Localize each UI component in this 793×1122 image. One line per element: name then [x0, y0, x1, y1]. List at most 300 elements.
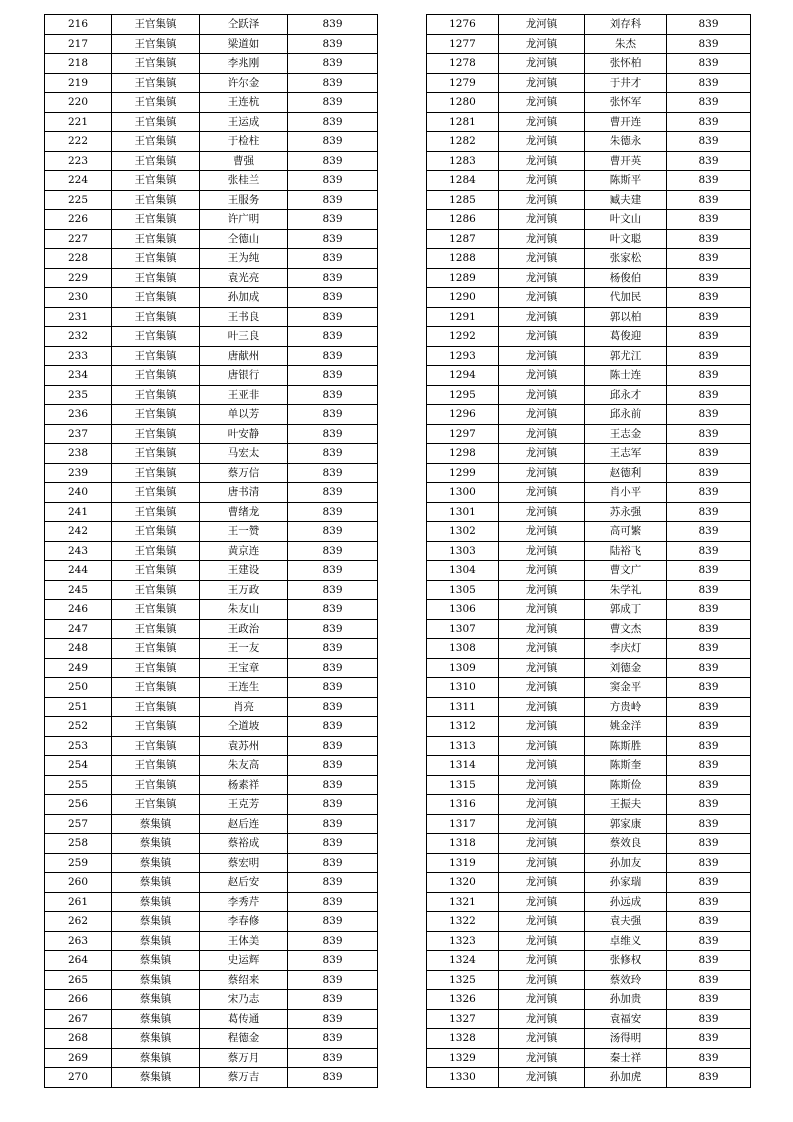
amount-cell: 839 — [667, 814, 751, 834]
row-number-cell: 261 — [45, 892, 112, 912]
person-name-cell: 郭家康 — [585, 814, 667, 834]
amount-cell: 839 — [667, 1029, 751, 1049]
table-row — [427, 502, 751, 522]
row-number-cell: 1283 — [427, 151, 499, 171]
row-number-cell: 1313 — [427, 736, 499, 756]
table-row — [45, 912, 378, 932]
row-number-cell: 225 — [45, 190, 112, 210]
table-row — [427, 171, 751, 191]
row-number-cell: 1300 — [427, 483, 499, 503]
table-row — [45, 54, 378, 74]
town-name-cell: 王官集镇 — [112, 268, 200, 288]
amount-cell: 839 — [667, 541, 751, 561]
row-number-cell: 1293 — [427, 346, 499, 366]
row-number-cell: 1276 — [427, 15, 499, 35]
amount-cell: 839 — [288, 190, 378, 210]
town-name-cell: 龙河镇 — [499, 1048, 585, 1068]
row-number-cell: 253 — [45, 736, 112, 756]
row-number-cell: 1307 — [427, 619, 499, 639]
person-name-cell: 邱永前 — [585, 405, 667, 425]
person-name-cell: 叶安静 — [200, 424, 288, 444]
row-number-cell: 262 — [45, 912, 112, 932]
amount-cell: 839 — [288, 268, 378, 288]
table-row — [45, 210, 378, 230]
town-name-cell: 龙河镇 — [499, 268, 585, 288]
town-name-cell: 王官集镇 — [112, 580, 200, 600]
table-row — [45, 346, 378, 366]
amount-cell: 839 — [288, 522, 378, 542]
table-row — [427, 249, 751, 269]
person-name-cell: 孙加友 — [585, 853, 667, 873]
amount-cell: 839 — [288, 483, 378, 503]
amount-cell: 839 — [667, 736, 751, 756]
table-row — [427, 444, 751, 464]
amount-cell: 839 — [288, 678, 378, 698]
row-number-cell: 255 — [45, 775, 112, 795]
table-row — [427, 931, 751, 951]
table-row — [427, 970, 751, 990]
town-name-cell: 王官集镇 — [112, 424, 200, 444]
table-row — [45, 444, 378, 464]
person-name-cell: 汤得明 — [585, 1029, 667, 1049]
row-number-cell: 1285 — [427, 190, 499, 210]
amount-cell: 839 — [667, 34, 751, 54]
amount-cell: 839 — [667, 171, 751, 191]
person-name-cell: 刘德金 — [585, 658, 667, 678]
person-name-cell: 杨素祥 — [200, 775, 288, 795]
amount-cell: 839 — [667, 756, 751, 776]
table-row — [45, 580, 378, 600]
amount-cell: 839 — [667, 775, 751, 795]
amount-cell: 839 — [667, 951, 751, 971]
town-name-cell: 王官集镇 — [112, 132, 200, 152]
person-name-cell: 窦金平 — [585, 678, 667, 698]
row-number-cell: 258 — [45, 834, 112, 854]
row-number-cell: 1302 — [427, 522, 499, 542]
amount-cell: 839 — [288, 873, 378, 893]
person-name-cell: 张怀军 — [585, 93, 667, 113]
table-row — [45, 112, 378, 132]
table-row — [427, 463, 751, 483]
person-name-cell: 唐银行 — [200, 366, 288, 386]
town-name-cell: 龙河镇 — [499, 54, 585, 74]
table-row — [427, 1068, 751, 1088]
amount-cell: 839 — [667, 1048, 751, 1068]
row-number-cell: 223 — [45, 151, 112, 171]
person-name-cell: 朱友山 — [200, 600, 288, 620]
person-name-cell: 赵德利 — [585, 463, 667, 483]
row-number-cell: 1315 — [427, 775, 499, 795]
town-name-cell: 王官集镇 — [112, 54, 200, 74]
table-row — [427, 424, 751, 444]
row-number-cell: 239 — [45, 463, 112, 483]
person-name-cell: 臧夫建 — [585, 190, 667, 210]
amount-cell: 839 — [667, 444, 751, 464]
amount-cell: 839 — [667, 834, 751, 854]
row-number-cell: 1301 — [427, 502, 499, 522]
table-row — [45, 892, 378, 912]
table-row — [45, 249, 378, 269]
table-row — [427, 346, 751, 366]
row-number-cell: 231 — [45, 307, 112, 327]
table-row — [427, 541, 751, 561]
person-name-cell: 于井才 — [585, 73, 667, 93]
person-name-cell: 陆裕飞 — [585, 541, 667, 561]
person-name-cell: 王体美 — [200, 931, 288, 951]
table-row — [427, 15, 751, 35]
amount-cell: 839 — [288, 853, 378, 873]
person-name-cell: 卓维义 — [585, 931, 667, 951]
town-name-cell: 龙河镇 — [499, 288, 585, 308]
town-name-cell: 龙河镇 — [499, 366, 585, 386]
amount-cell: 839 — [288, 1048, 378, 1068]
town-name-cell: 王官集镇 — [112, 346, 200, 366]
table-row — [427, 990, 751, 1010]
table-row — [45, 268, 378, 288]
town-name-cell: 龙河镇 — [499, 892, 585, 912]
person-name-cell: 袁苏州 — [200, 736, 288, 756]
roster-body-right — [427, 15, 751, 1088]
table-row — [427, 132, 751, 152]
town-name-cell: 王官集镇 — [112, 93, 200, 113]
person-name-cell: 仝德山 — [200, 229, 288, 249]
town-name-cell: 龙河镇 — [499, 814, 585, 834]
town-name-cell: 蔡集镇 — [112, 892, 200, 912]
person-name-cell: 王连杭 — [200, 93, 288, 113]
town-name-cell: 王官集镇 — [112, 15, 200, 35]
amount-cell: 839 — [667, 502, 751, 522]
amount-cell: 839 — [288, 229, 378, 249]
row-number-cell: 267 — [45, 1009, 112, 1029]
amount-cell: 839 — [667, 522, 751, 542]
table-row — [45, 307, 378, 327]
town-name-cell: 龙河镇 — [499, 951, 585, 971]
person-name-cell: 代加民 — [585, 288, 667, 308]
amount-cell: 839 — [667, 73, 751, 93]
town-name-cell: 龙河镇 — [499, 717, 585, 737]
row-number-cell: 265 — [45, 970, 112, 990]
town-name-cell: 王官集镇 — [112, 112, 200, 132]
row-number-cell: 1281 — [427, 112, 499, 132]
person-name-cell: 蔡万信 — [200, 463, 288, 483]
town-name-cell: 龙河镇 — [499, 678, 585, 698]
row-number-cell: 1303 — [427, 541, 499, 561]
table-row — [45, 697, 378, 717]
person-name-cell: 王一友 — [200, 639, 288, 659]
row-number-cell: 264 — [45, 951, 112, 971]
town-name-cell: 王官集镇 — [112, 736, 200, 756]
row-number-cell: 1321 — [427, 892, 499, 912]
person-name-cell: 王书良 — [200, 307, 288, 327]
table-row — [427, 951, 751, 971]
person-name-cell: 程德金 — [200, 1029, 288, 1049]
roster-body-left — [45, 15, 378, 1088]
amount-cell: 839 — [288, 775, 378, 795]
town-name-cell: 王官集镇 — [112, 658, 200, 678]
table-row — [427, 1029, 751, 1049]
town-name-cell: 王官集镇 — [112, 327, 200, 347]
table-row — [427, 190, 751, 210]
person-name-cell: 梁道如 — [200, 34, 288, 54]
amount-cell: 839 — [667, 346, 751, 366]
person-name-cell: 唐书清 — [200, 483, 288, 503]
amount-cell: 839 — [288, 717, 378, 737]
table-row — [427, 795, 751, 815]
row-number-cell: 1314 — [427, 756, 499, 776]
row-number-cell: 1323 — [427, 931, 499, 951]
amount-cell: 839 — [288, 346, 378, 366]
person-name-cell: 郭以柏 — [585, 307, 667, 327]
amount-cell: 839 — [288, 892, 378, 912]
person-name-cell: 孙加虎 — [585, 1068, 667, 1088]
person-name-cell: 姚金洋 — [585, 717, 667, 737]
town-name-cell: 蔡集镇 — [112, 814, 200, 834]
table-row — [45, 931, 378, 951]
town-name-cell: 龙河镇 — [499, 15, 585, 35]
table-row — [427, 93, 751, 113]
town-name-cell: 王官集镇 — [112, 190, 200, 210]
amount-cell: 839 — [288, 834, 378, 854]
amount-cell: 839 — [667, 424, 751, 444]
amount-cell: 839 — [667, 600, 751, 620]
row-number-cell: 1324 — [427, 951, 499, 971]
person-name-cell: 王振夫 — [585, 795, 667, 815]
roster-table-left — [44, 14, 378, 1088]
row-number-cell: 220 — [45, 93, 112, 113]
town-name-cell: 蔡集镇 — [112, 834, 200, 854]
person-name-cell: 张桂兰 — [200, 171, 288, 191]
town-name-cell: 王官集镇 — [112, 639, 200, 659]
person-name-cell: 蔡万月 — [200, 1048, 288, 1068]
person-name-cell: 张家松 — [585, 249, 667, 269]
amount-cell: 839 — [667, 132, 751, 152]
amount-cell: 839 — [288, 561, 378, 581]
table-row — [427, 34, 751, 54]
person-name-cell: 叶文山 — [585, 210, 667, 230]
town-name-cell: 龙河镇 — [499, 424, 585, 444]
person-name-cell: 方贵岭 — [585, 697, 667, 717]
table-row — [45, 1029, 378, 1049]
row-number-cell: 248 — [45, 639, 112, 659]
town-name-cell: 龙河镇 — [499, 619, 585, 639]
person-name-cell: 蔡绍来 — [200, 970, 288, 990]
town-name-cell: 龙河镇 — [499, 639, 585, 659]
row-number-cell: 1328 — [427, 1029, 499, 1049]
town-name-cell: 蔡集镇 — [112, 990, 200, 1010]
table-row — [427, 307, 751, 327]
person-name-cell: 黄京连 — [200, 541, 288, 561]
amount-cell: 839 — [288, 912, 378, 932]
row-number-cell: 237 — [45, 424, 112, 444]
row-number-cell: 266 — [45, 990, 112, 1010]
table-row — [427, 775, 751, 795]
table-row — [45, 951, 378, 971]
town-name-cell: 王官集镇 — [112, 463, 200, 483]
person-name-cell: 王宝章 — [200, 658, 288, 678]
amount-cell: 839 — [667, 658, 751, 678]
amount-cell: 839 — [288, 288, 378, 308]
person-name-cell: 王建设 — [200, 561, 288, 581]
person-name-cell: 史运辉 — [200, 951, 288, 971]
table-row — [427, 678, 751, 698]
town-name-cell: 龙河镇 — [499, 73, 585, 93]
table-row — [45, 93, 378, 113]
person-name-cell: 李春修 — [200, 912, 288, 932]
town-name-cell: 龙河镇 — [499, 1068, 585, 1088]
amount-cell: 839 — [667, 93, 751, 113]
amount-cell: 839 — [667, 619, 751, 639]
person-name-cell: 王连生 — [200, 678, 288, 698]
town-name-cell: 龙河镇 — [499, 307, 585, 327]
table-row — [45, 658, 378, 678]
amount-cell: 839 — [288, 990, 378, 1010]
table-row — [45, 366, 378, 386]
person-name-cell: 王为纯 — [200, 249, 288, 269]
town-name-cell: 龙河镇 — [499, 1009, 585, 1029]
amount-cell: 839 — [667, 990, 751, 1010]
row-number-cell: 254 — [45, 756, 112, 776]
table-row — [427, 483, 751, 503]
person-name-cell: 蔡万吉 — [200, 1068, 288, 1088]
town-name-cell: 龙河镇 — [499, 502, 585, 522]
amount-cell: 839 — [667, 151, 751, 171]
row-number-cell: 1327 — [427, 1009, 499, 1029]
person-name-cell: 唐献州 — [200, 346, 288, 366]
row-number-cell: 260 — [45, 873, 112, 893]
amount-cell: 839 — [288, 639, 378, 659]
amount-cell: 839 — [288, 15, 378, 35]
amount-cell: 839 — [288, 619, 378, 639]
person-name-cell: 仝跃泽 — [200, 15, 288, 35]
town-name-cell: 王官集镇 — [112, 366, 200, 386]
table-row — [427, 54, 751, 74]
row-number-cell: 1330 — [427, 1068, 499, 1088]
amount-cell: 839 — [667, 268, 751, 288]
town-name-cell: 蔡集镇 — [112, 912, 200, 932]
amount-cell: 839 — [288, 171, 378, 191]
town-name-cell: 王官集镇 — [112, 34, 200, 54]
row-number-cell: 1289 — [427, 268, 499, 288]
town-name-cell: 王官集镇 — [112, 561, 200, 581]
table-row — [45, 1068, 378, 1088]
town-name-cell: 王官集镇 — [112, 795, 200, 815]
person-name-cell: 邱永才 — [585, 385, 667, 405]
roster-table-right — [426, 14, 751, 1088]
town-name-cell: 龙河镇 — [499, 580, 585, 600]
town-name-cell: 龙河镇 — [499, 405, 585, 425]
row-number-cell: 1287 — [427, 229, 499, 249]
person-name-cell: 蔡效玲 — [585, 970, 667, 990]
town-name-cell: 王官集镇 — [112, 171, 200, 191]
table-row — [45, 327, 378, 347]
amount-cell: 839 — [667, 892, 751, 912]
person-name-cell: 曹开连 — [585, 112, 667, 132]
row-number-cell: 1320 — [427, 873, 499, 893]
row-number-cell: 1317 — [427, 814, 499, 834]
town-name-cell: 龙河镇 — [499, 327, 585, 347]
amount-cell: 839 — [667, 405, 751, 425]
table-row — [45, 1048, 378, 1068]
person-name-cell: 葛俊迎 — [585, 327, 667, 347]
table-row — [427, 561, 751, 581]
table-row — [45, 15, 378, 35]
table-row — [427, 288, 751, 308]
town-name-cell: 王官集镇 — [112, 775, 200, 795]
town-name-cell: 王官集镇 — [112, 405, 200, 425]
town-name-cell: 蔡集镇 — [112, 951, 200, 971]
amount-cell: 839 — [667, 912, 751, 932]
person-name-cell: 陈斯俭 — [585, 775, 667, 795]
person-name-cell: 曹绪龙 — [200, 502, 288, 522]
amount-cell: 839 — [288, 1029, 378, 1049]
row-number-cell: 1292 — [427, 327, 499, 347]
row-number-cell: 247 — [45, 619, 112, 639]
table-row — [427, 912, 751, 932]
amount-cell: 839 — [288, 327, 378, 347]
person-name-cell: 孙加成 — [200, 288, 288, 308]
row-number-cell: 236 — [45, 405, 112, 425]
table-row — [427, 619, 751, 639]
amount-cell: 839 — [288, 307, 378, 327]
amount-cell: 839 — [288, 1068, 378, 1088]
town-name-cell: 龙河镇 — [499, 1029, 585, 1049]
row-number-cell: 1291 — [427, 307, 499, 327]
person-name-cell: 刘存科 — [585, 15, 667, 35]
row-number-cell: 233 — [45, 346, 112, 366]
row-number-cell: 1279 — [427, 73, 499, 93]
amount-cell: 839 — [667, 931, 751, 951]
amount-cell: 839 — [667, 327, 751, 347]
town-name-cell: 龙河镇 — [499, 444, 585, 464]
row-number-cell: 242 — [45, 522, 112, 542]
row-number-cell: 245 — [45, 580, 112, 600]
table-row — [427, 268, 751, 288]
amount-cell: 839 — [288, 970, 378, 990]
person-name-cell: 朱学礼 — [585, 580, 667, 600]
amount-cell: 839 — [667, 210, 751, 230]
person-name-cell: 李兆刚 — [200, 54, 288, 74]
town-name-cell: 王官集镇 — [112, 229, 200, 249]
row-number-cell: 1290 — [427, 288, 499, 308]
table-row — [45, 151, 378, 171]
table-row — [45, 619, 378, 639]
row-number-cell: 243 — [45, 541, 112, 561]
table-row — [427, 327, 751, 347]
person-name-cell: 葛传通 — [200, 1009, 288, 1029]
amount-cell: 839 — [288, 580, 378, 600]
row-number-cell: 1316 — [427, 795, 499, 815]
row-number-cell: 218 — [45, 54, 112, 74]
person-name-cell: 李庆灯 — [585, 639, 667, 659]
table-row — [45, 756, 378, 776]
town-name-cell: 龙河镇 — [499, 834, 585, 854]
town-name-cell: 龙河镇 — [499, 463, 585, 483]
amount-cell: 839 — [667, 970, 751, 990]
table-row — [45, 775, 378, 795]
person-name-cell: 陈士连 — [585, 366, 667, 386]
person-name-cell: 秦士祥 — [585, 1048, 667, 1068]
amount-cell: 839 — [667, 678, 751, 698]
person-name-cell: 袁福安 — [585, 1009, 667, 1029]
person-name-cell: 赵后安 — [200, 873, 288, 893]
amount-cell: 839 — [288, 112, 378, 132]
row-number-cell: 235 — [45, 385, 112, 405]
amount-cell: 839 — [288, 366, 378, 386]
table-row — [45, 483, 378, 503]
row-number-cell: 1319 — [427, 853, 499, 873]
amount-cell: 839 — [288, 795, 378, 815]
amount-cell: 839 — [288, 132, 378, 152]
